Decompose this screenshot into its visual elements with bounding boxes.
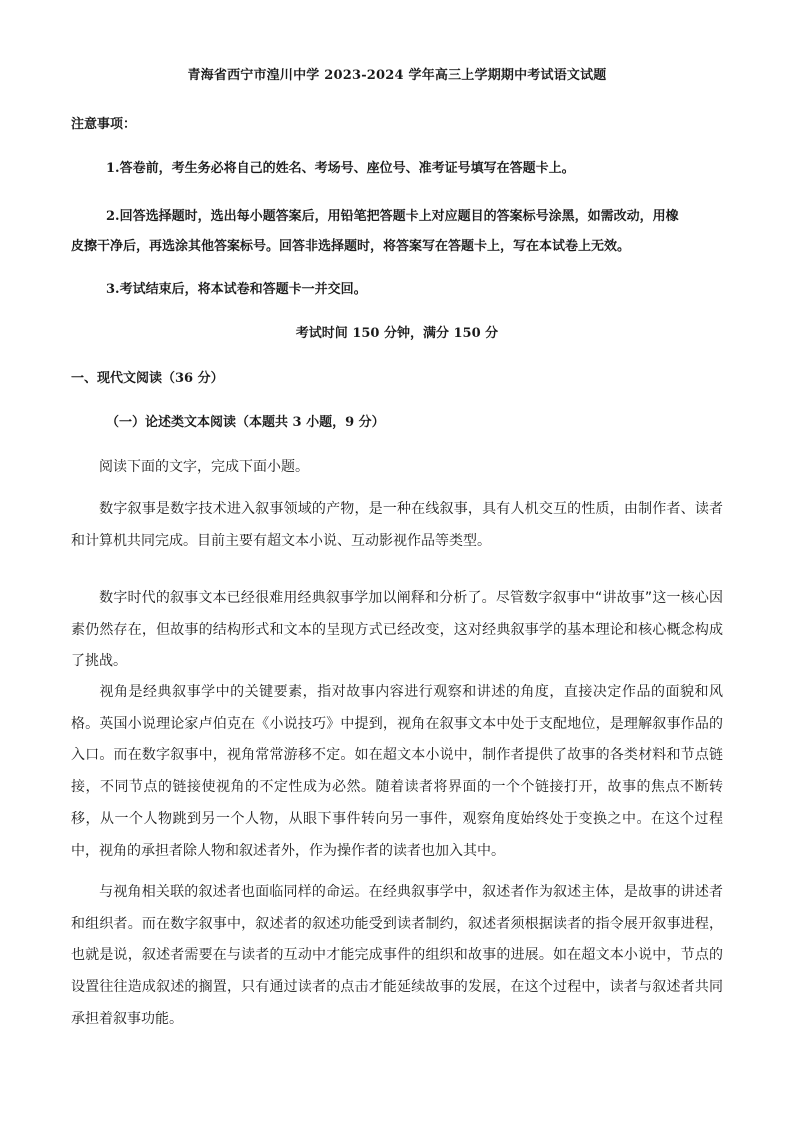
notice-item-2-line-1: 2.回答选择题时，选出每小题答案后，用铅笔把答题卡上对应题目的答案标号涂黑，如需改动，用橡 bbox=[106, 209, 679, 224]
notice-heading: 注意事项： bbox=[71, 117, 137, 132]
document-title: 青海省西宁市湟川中学 2023-2024 学年高三上学期期中考试语文试题 bbox=[187, 68, 607, 83]
notice-item-2-line-2: 皮擦干净后，再选涂其他答案标号。回答非选择题时，将答案写在答题卡上，写在本试卷上无效。 bbox=[71, 239, 631, 254]
paragraph: 数字时代的叙事文本已经很难用经典叙事学加以阐释和分析了。尽管数字叙事中“讲故事”这一核心因素仍然存在，但故事的结构形式和文本的呈现方式已经改变，这对经典叙事学的基本理论和核心概念构成了挑战。 bbox=[71, 590, 723, 670]
subsection-heading: （一）论述类文本阅读（本题共 3 小题，9 分） bbox=[106, 415, 385, 430]
instruction-text: 阅读下面的文字，完成下面小题。 bbox=[99, 459, 309, 475]
paragraph: 数字叙事是数字技术进入叙事领域的产物，是一种在线叙事，具有人机交互的性质，由制作者、读者和计算机共同完成。目前主要有超文本小说、互动影视作品等类型。 bbox=[71, 501, 723, 549]
notice-item-2 bbox=[71, 202, 726, 262]
notice-item-1: 1.答卷前，考生务必将自己的姓名、考场号、座位号、准考证号填写在答题卡上。 bbox=[106, 161, 575, 176]
section-heading: 一、现代文阅读（36 分） bbox=[71, 371, 224, 386]
exam-time: 考试时间 150 分钟，满分 150 分 bbox=[295, 326, 499, 341]
paragraph: 与视角相关联的叙述者也面临同样的命运。在经典叙事学中，叙述者作为叙述主体，是故事的讲述者和组织者。而在数字叙事中，叙述者的叙述功能受到读者制约，叙述者须根据读者的指令展开叙事进程，也就是说，叙述者需要在与读者的互动中才能完成事件的组织和故事的进展。如在超文本小说中，节点的设置往往造成叙述的搁置，只有通过读者的点击才能延续故事的发展，在这个过程中，读者与叙述者共同承担着叙事功能。 bbox=[71, 884, 723, 1027]
paragraph: 视角是经典叙事学中的关键要素，指对故事内容进行观察和讲述的角度，直接决定作品的面貌和风格。英国小说理论家卢伯克在《小说技巧》中提到，视角在叙事文本中处于支配地位，是理解叙事作品的入口。而在数字叙事中，视角常常游移不定。如在超文本小说中，制作者提供了故事的各类材料和节点链接，不同节点的链接使视角的不定性成为必然。随着读者将界面的一个个链接打开，故事的焦点不断转移，从一个人物跳到另一个人物，从眼下事件转向另一事件，观察角度始终处于变换之中。在这个过程中，视角的承担者除人物和叙述者外，作为操作者的读者也加入其中。 bbox=[71, 684, 723, 859]
notice-item-3: 3.考试结束后，将本试卷和答题卡一并交回。 bbox=[106, 282, 367, 297]
